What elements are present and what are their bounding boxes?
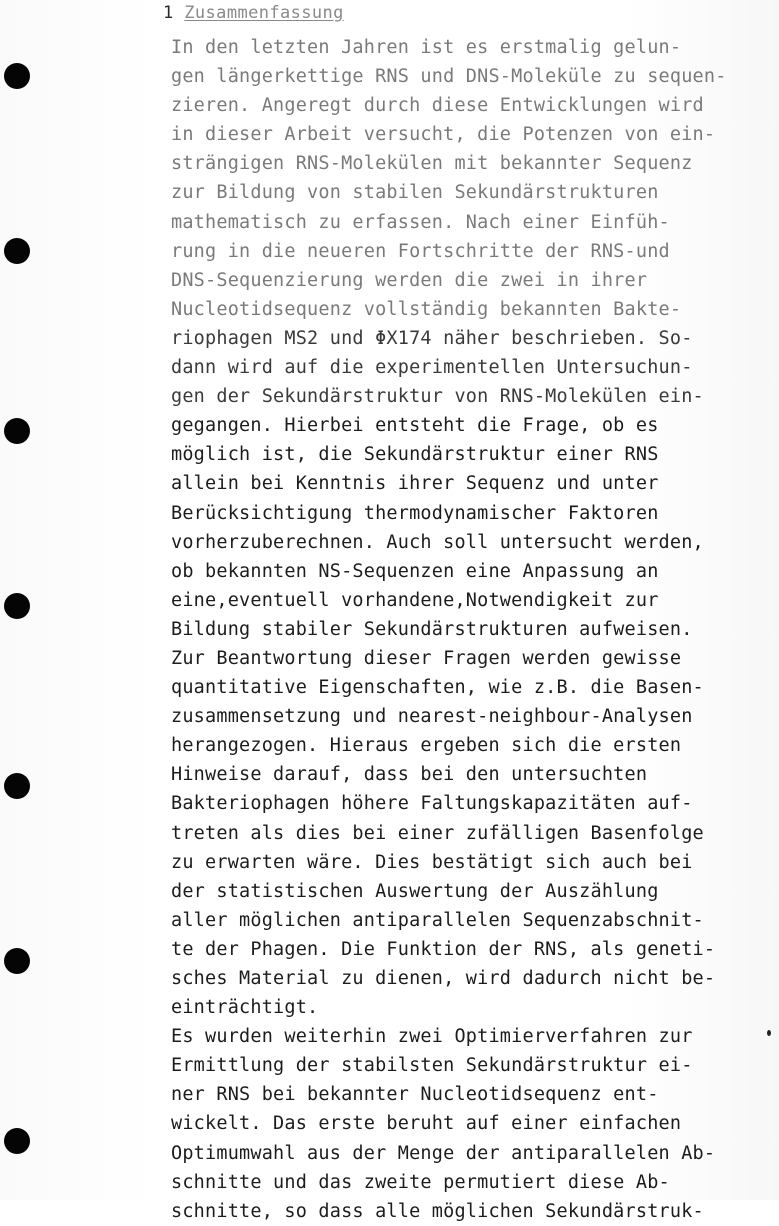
- text-line: te der Phagen. Die Funktion der RNS, als geneti-: [171, 938, 716, 960]
- punch-hole: [4, 238, 30, 264]
- text-line: Zur Beantwortung dieser Fragen werden gewisse: [171, 647, 682, 669]
- text-line: Es wurden weiterhin zwei Optimierverfahren zur: [171, 1026, 693, 1048]
- text-line: rung in die neueren Fortschritte der RNS-und: [171, 240, 670, 262]
- text-line: Hinweise darauf, dass bei den untersuchten: [171, 764, 648, 786]
- text-line: quantitative Eigenschaften, wie z.B. die Basen-: [171, 677, 704, 699]
- text-line: eine,eventuell vorhandene,Notwendigkeit zur: [171, 589, 659, 611]
- section-title: Zusammenfassung: [184, 3, 344, 23]
- section-number: 1: [163, 3, 174, 23]
- text-line: der statistischen Auswertung der Auszählung: [171, 880, 659, 902]
- text-line: Nucleotidsequenz vollständig bekannten Bakte-: [171, 298, 682, 320]
- text-line: vorherzuberechnen. Auch soll untersucht werden,: [171, 531, 704, 553]
- punch-hole: [4, 948, 30, 974]
- text-line: gegangen. Hierbei entsteht die Frage, ob es: [171, 415, 659, 437]
- text-line: Ermittlung der stabilsten Sekundärstruktur ei-: [171, 1055, 693, 1077]
- text-line: in dieser Arbeit versucht, die Potenzen von ein-: [171, 124, 716, 146]
- text-line: sches Material zu dienen, wird dadurch nicht be-: [171, 968, 716, 989]
- text-line: möglich ist, die Sekundärstruktur einer RNS: [171, 444, 659, 466]
- text-line: DNS-Sequenzierung werden die zwei in ihrer: [171, 269, 648, 291]
- text-line: zusammensetzung und nearest-neighbour-Analysen: [171, 706, 693, 728]
- text-line: strängigen RNS-Molekülen mit bekannter Sequenz: [171, 153, 693, 175]
- punch-hole: [4, 1128, 30, 1154]
- text-line: allein bei Kenntnis ihrer Sequenz und unter: [171, 473, 659, 495]
- text-line: Berücksichtigung thermodynamischer Faktoren: [171, 502, 659, 524]
- text-line: gen der Sekundärstruktur von RNS-Molekülen ein-: [171, 386, 704, 408]
- text-line: ner RNS bei bekannter Nucleotidsequenz ent-: [171, 1084, 659, 1106]
- text-line: schnitte, so dass alle möglichen Sekundärstruk-: [171, 1200, 704, 1222]
- text-line: gen längerkettige RNS und DNS-Moleküle zu sequen-: [171, 66, 727, 88]
- text-line: Optimumwahl aus der Menge der antiparallelen Ab-: [171, 1142, 716, 1164]
- abstract-body: [171, 33, 771, 1226]
- text-line: ob bekannten NS-Sequenzen eine Anpassung an: [171, 560, 659, 582]
- punch-hole: [4, 773, 30, 799]
- text-line: Bildung stabiler Sekundärstrukturen aufweisen.: [171, 618, 693, 640]
- punch-hole: [4, 63, 30, 89]
- text-line: riophagen MS2 und ΦX174 näher beschrieben. So-: [171, 327, 693, 349]
- text-line: zur Bildung von stabilen Sekundärstrukturen: [171, 182, 659, 204]
- text-line: aller möglichen antiparallelen Sequenzabschnit-: [171, 909, 704, 931]
- text-line: herangezogen. Hieraus ergeben sich die ersten: [171, 735, 682, 757]
- text-line: mathematisch zu erfassen. Nach einer Einfüh-: [171, 211, 670, 233]
- text-line: dann wird auf die experimentellen Untersuchun-: [171, 357, 693, 379]
- text-line: zu erwarten wäre. Dies bestätigt sich auch bei: [171, 851, 693, 873]
- text-line: zieren. Angeregt durch diese Entwicklungen wird: [171, 95, 704, 117]
- punch-hole: [4, 418, 30, 444]
- text-line: wickelt. Das erste beruht auf einer einfachen: [171, 1113, 682, 1135]
- text-line: In den letzten Jahren ist es erstmalig gelun-: [171, 37, 682, 58]
- punch-hole: [4, 593, 30, 619]
- text-line: Bakteriophagen höhere Faltungskapazitäten auf-: [171, 793, 693, 815]
- text-line: schnitte und das zweite permutiert diese Ab-: [171, 1171, 670, 1193]
- text-line: treten als dies bei einer zufälligen Basenfolge: [171, 822, 704, 844]
- section-heading: [163, 2, 344, 24]
- text-line: einträchtigt.: [171, 997, 319, 1019]
